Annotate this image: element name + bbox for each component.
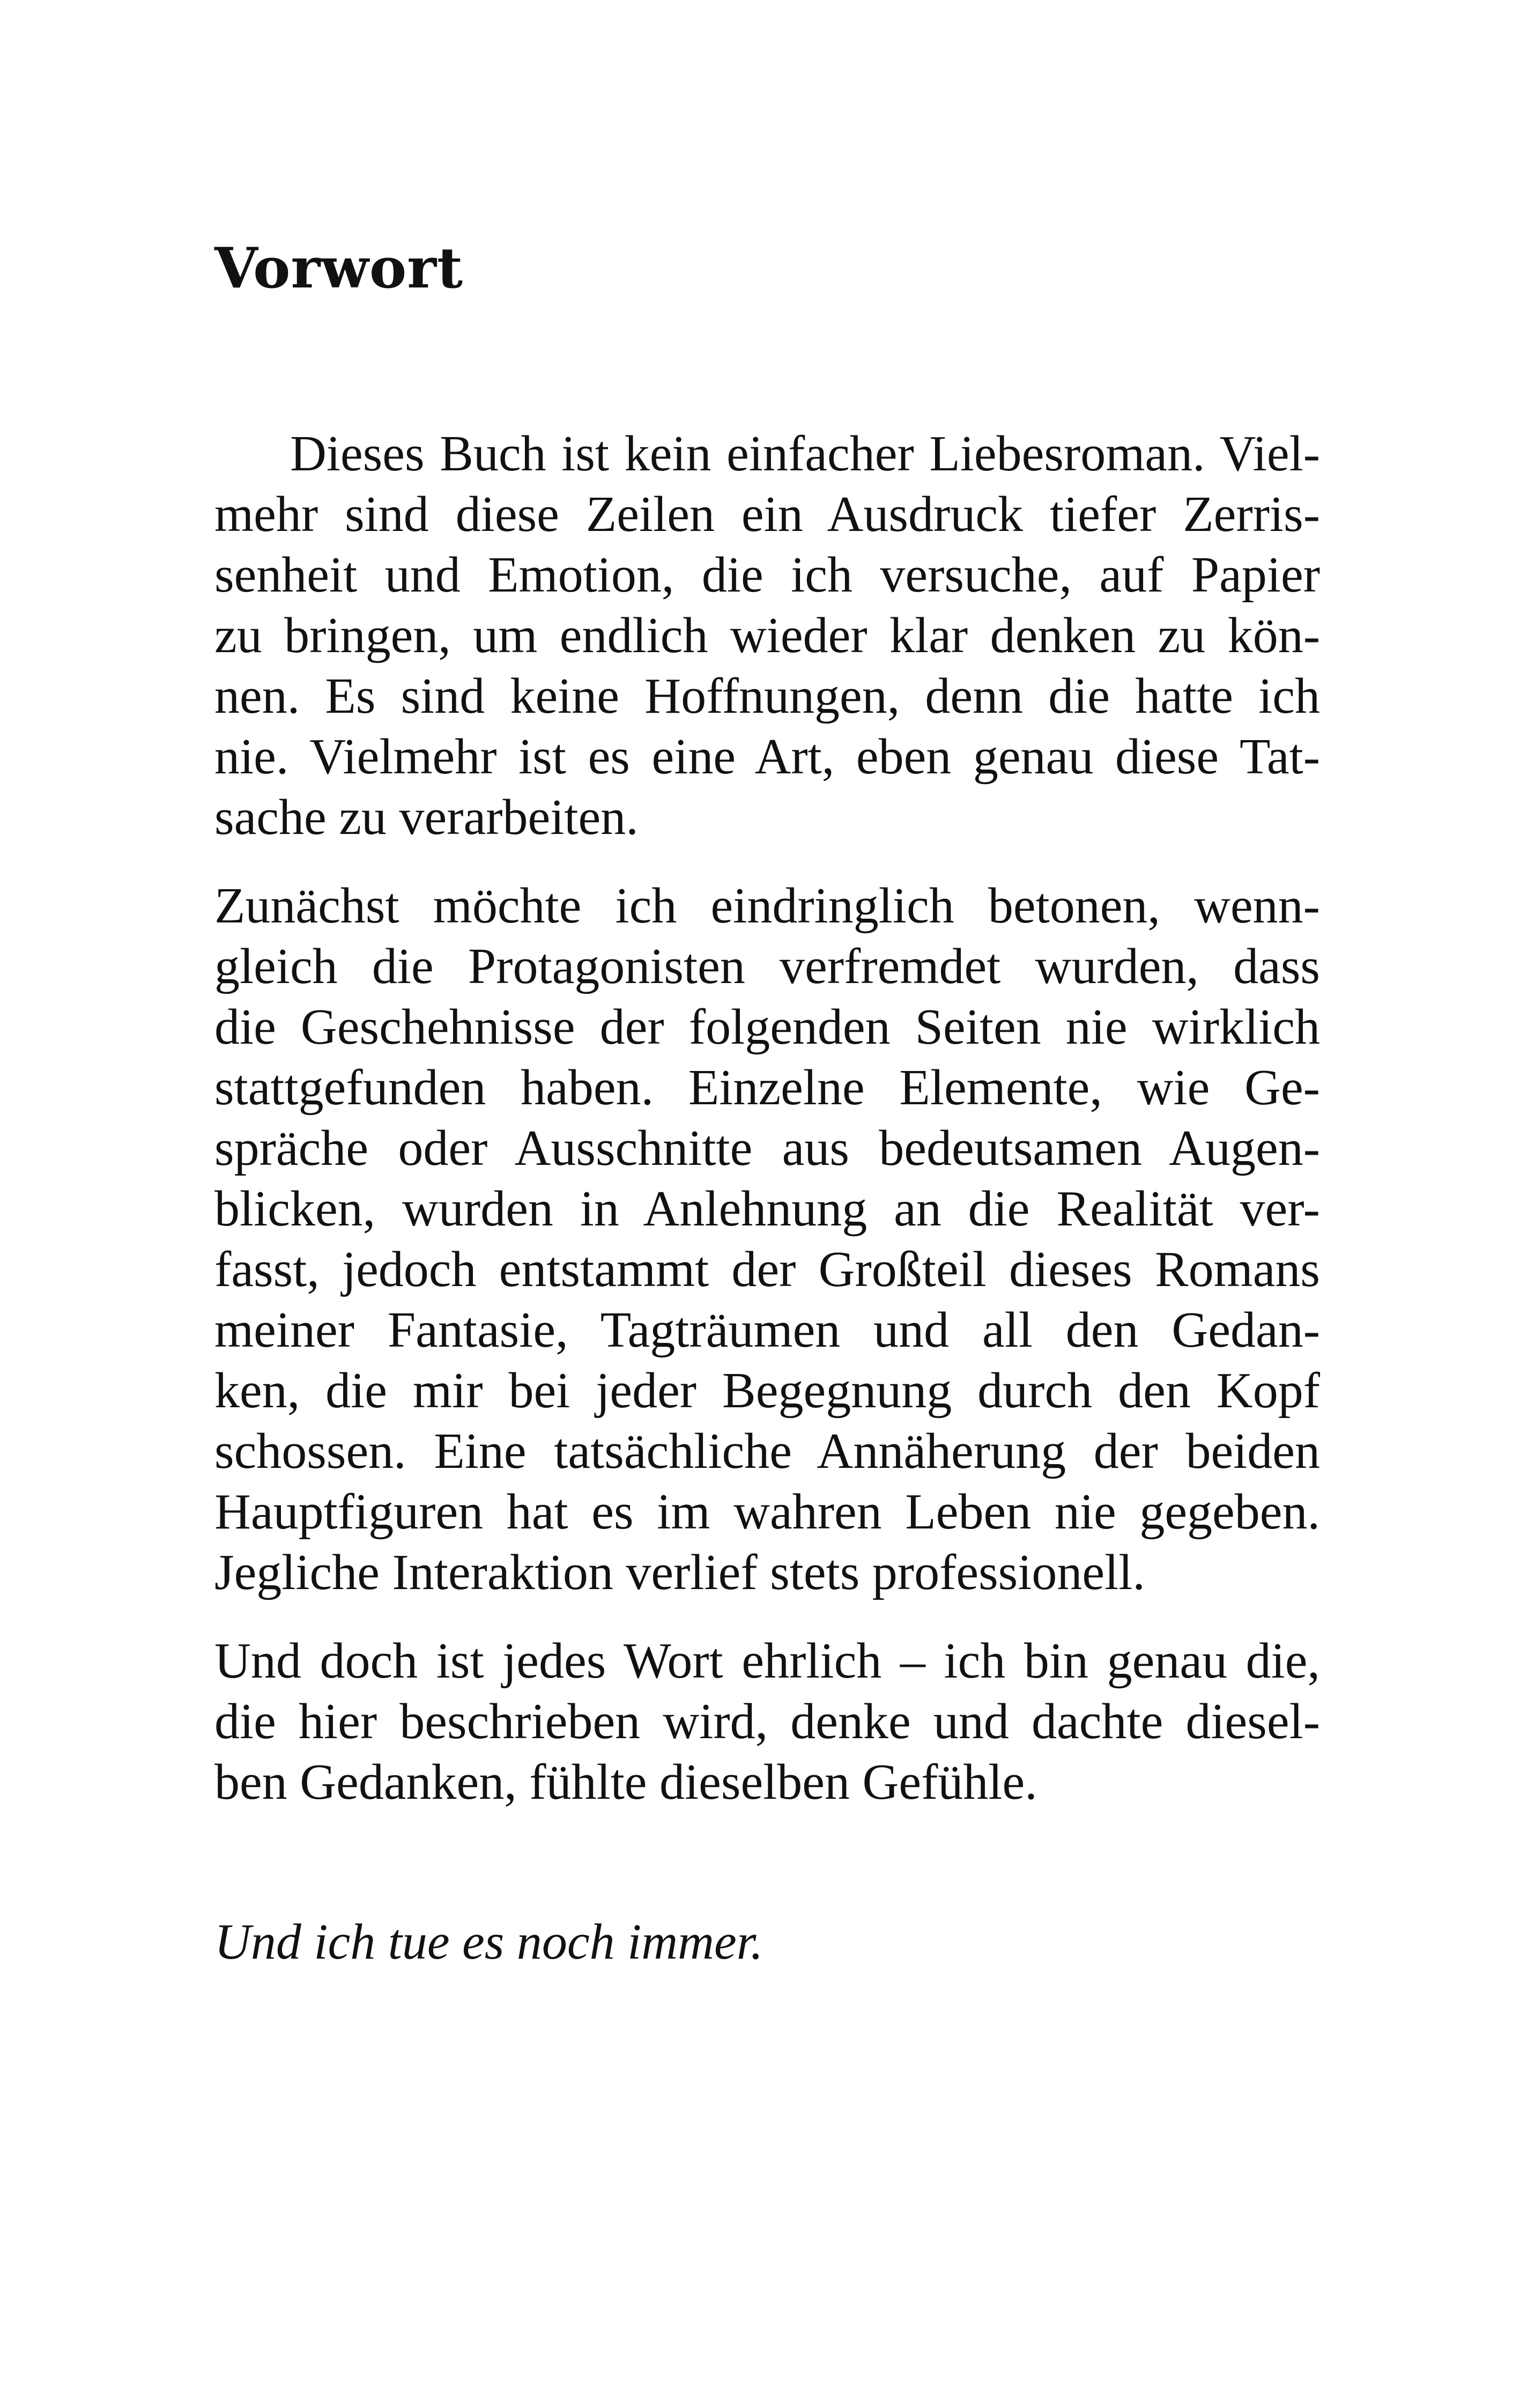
chapter-heading: Vorwort	[214, 235, 464, 301]
text-line: die Geschehnisse der folgenden Seiten nie wirklich	[214, 999, 1320, 1055]
paragraph-spacer	[214, 848, 1320, 876]
foreword-body	[214, 424, 1320, 1813]
text-line: nen. Es sind keine Hoffnungen, denn die hatte ich	[214, 668, 1320, 724]
text-line: sache zu verarbeiten.	[214, 789, 639, 845]
paragraph-2	[214, 876, 1320, 1603]
text-line: zu bringen, um endlich wieder klar denken zu kön-	[214, 608, 1320, 663]
paragraph-1	[214, 424, 1320, 848]
text-line: nie. Vielmehr ist es eine Art, eben genau diese Tat-	[214, 729, 1320, 785]
text-line: spräche oder Ausschnitte aus bedeutsamen Augen-	[214, 1120, 1320, 1176]
text-line: mehr sind diese Zeilen ein Ausdruck tiefer Zerris-	[214, 486, 1320, 542]
closing-line: Und ich tue es noch immer.	[214, 1914, 763, 1970]
text-line: fasst, jedoch entstammt der Großteil dieses Romans	[214, 1242, 1320, 1297]
text-line: Und doch ist jedes Wort ehrlich – ich bin genau die,	[214, 1633, 1320, 1689]
text-line: blicken, wurden in Anlehnung an die Realität ver-	[214, 1181, 1320, 1237]
text-line: ken, die mir bei jeder Begegnung durch den Kopf	[214, 1363, 1320, 1419]
paragraph-3	[214, 1631, 1320, 1813]
text-line: Dieses Buch ist kein einfacher Liebesroman. Viel-	[214, 426, 1320, 482]
text-line: gleich die Protagonisten verfremdet wurden, dass	[214, 939, 1320, 994]
text-line: stattgefunden haben. Einzelne Elemente, wie Ge-	[214, 1060, 1320, 1116]
text-line: senheit und Emotion, die ich versuche, auf Papier	[214, 547, 1320, 603]
text-line: schossen. Eine tatsächliche Annäherung der beiden	[214, 1423, 1320, 1479]
text-line: Jegliche Interaktion verlief stets professionell.	[214, 1545, 1145, 1600]
text-line: meiner Fantasie, Tagträumen und all den Gedan-	[214, 1302, 1320, 1358]
text-line: Zunächst möchte ich eindringlich betonen, wenn-	[214, 878, 1320, 934]
text-line: ben Gedanken, fühlte dieselben Gefühle.	[214, 1754, 1037, 1810]
paragraph-spacer	[214, 1603, 1320, 1631]
text-line: die hier beschrieben wird, denke und dachte diesel-	[214, 1694, 1320, 1749]
text-line: Hauptfiguren hat es im wahren Leben nie gegeben.	[214, 1484, 1320, 1540]
